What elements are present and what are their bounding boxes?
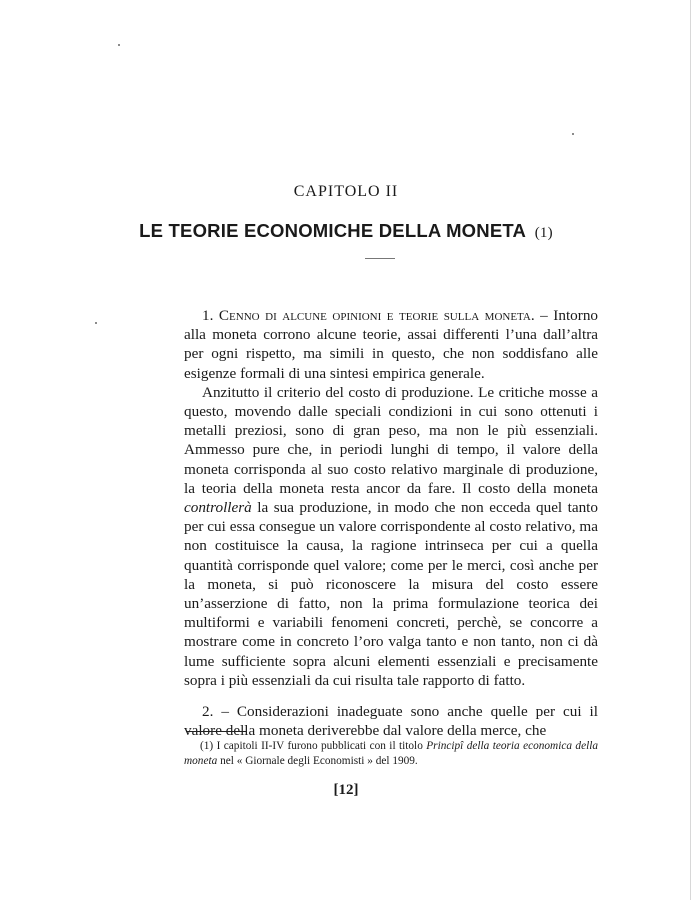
footnote-text-part2: nel « Giornale degli Economisti » del 1909.	[220, 755, 418, 767]
footnote	[184, 739, 598, 769]
footnote-text-part1: I capitoli II-IV furono pubblicati con il titolo	[216, 740, 423, 752]
footnote-italic-title: Principî della teoria economica della moneta	[184, 740, 599, 767]
scan-speck	[572, 133, 574, 135]
scan-speck	[95, 322, 97, 324]
section-1-para2-italic: controllerà	[184, 499, 252, 517]
title-ornament-rule	[365, 258, 395, 259]
footnote-marker: (1)	[200, 740, 214, 752]
section-2-number: 2.	[202, 703, 214, 721]
footnote-paragraph	[184, 739, 598, 769]
scan-speck	[118, 44, 120, 46]
section-1-heading-dash: –	[540, 307, 548, 324]
page-edge	[690, 0, 691, 900]
body-text	[184, 306, 598, 740]
section-1-paragraph-1	[184, 306, 598, 383]
chapter-title	[0, 220, 692, 242]
chapter-title-text: LE TEORIE ECONOMICHE DELLA MONETA	[139, 220, 526, 241]
section-1-intro: Intorno alla moneta corrono alcune teorie, assai differenti l’una dall’altra per ogni rispetto, ma simili in questo, che non soddisfano alle esigenze formali di una sintesi empirica generale.	[184, 307, 599, 382]
section-2-text: – Considerazioni inadeguate sono anche quelle per cui il valore della moneta deriverebbe dal valore della merce, che	[184, 703, 598, 740]
page-number: [12]	[333, 782, 359, 798]
section-1-number: 1.	[202, 307, 214, 324]
section-1-heading: Cenno di alcune opinioni e teorie sulla moneta.	[218, 307, 535, 324]
chapter-label: CAPITOLO II	[293, 183, 399, 200]
section-1-para2-part1: Anzitutto il criterio del costo di produzione. Le critiche mosse a questo, movendo dalle speciali condizioni in cui sono ottenuti i metalli preziosi, sono di gran peso, ma non le più essenziali. Ammesso pure che, in periodi lunghi di tempo, il valore della moneta corrisponda al suo costo relativo marginale di produzione, la teoria della moneta resta ancor da fare. Il costo della moneta	[184, 383, 598, 497]
section-1-paragraph-2	[184, 383, 598, 690]
section-1-para2-part2: la sua produzione, in modo che non ecceda quel tanto per cui essa consegue un valore corrispondente al costo relativo, ma non costituisce la causa, la ragione intrinseca per cui a quella quantità corrisponde quel valore; come per le merci, così anche per la moneta, si può riconoscere la misura del costo essere un’asserzione di fatto, non la prima formulazione teorica dei multiformi e variabili fenomeni concreti, perchè, se concorre a mostrare come in concreto l’oro valga tanto e non tanto, non ci dà lume sufficiente sopra alcuni elementi essenziali e precisamente sopra i più essenziali da cui risulta tale rapporto di fatto.	[184, 499, 598, 689]
footnote-separator	[186, 731, 246, 732]
section-2-paragraph	[184, 702, 598, 740]
footnote-reference: (1)	[534, 225, 553, 241]
